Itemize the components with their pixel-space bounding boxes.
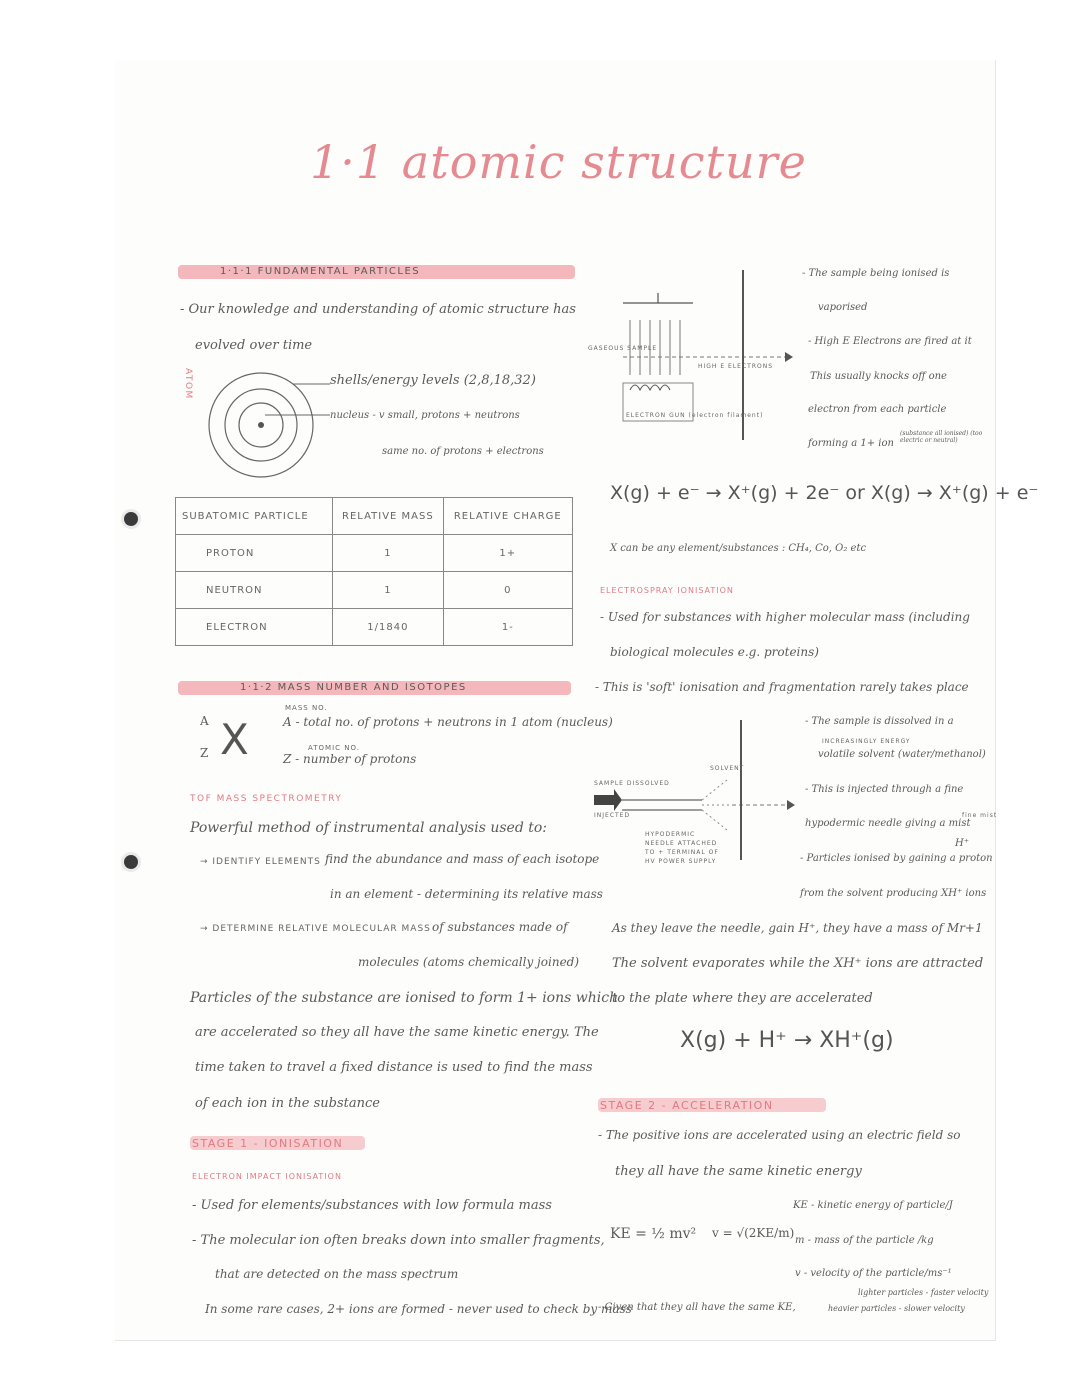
table-cell: 0 [443,572,572,609]
table-header: RELATIVE CHARGE [443,498,572,535]
stage1-text: - The molecular ion often breaks down into smaller fragments, [192,1233,605,1248]
table-header: RELATIVE MASS [333,498,443,535]
table-row [176,609,573,646]
table-cell: PROTON [176,535,333,572]
esi-note: - This is injected through a fine [805,784,964,795]
tof-bullet-label: → IDENTIFY ELEMENTS [200,857,321,867]
sample-caption: SAMPLE DISSOLVED [594,780,670,787]
esi-caption: INCREASINGLY ENERGY [822,738,911,745]
margin-label: ATOM [183,368,193,400]
esi-text: - Used for substances with higher molecular mass (including [600,610,970,624]
element-symbol: X [220,715,249,764]
atomic-no-caption: ATOMIC NO. [308,744,360,752]
ionisation-equation: X(g) + e⁻ → X⁺(g) + 2e⁻ or X(g) → X⁺(g) + e⁻ [610,482,1039,504]
injected-caption: INJECTED [594,812,631,819]
shells-label: shells/energy levels (2,8,18,32) [330,373,536,388]
tof-text: are accelerated so they all have the same kinetic energy. The [195,1025,599,1040]
table-cell: ELECTRON [176,609,333,646]
stage2-heading: STAGE 2 - ACCELERATION [600,1099,774,1112]
table-cell: 1 [333,535,443,572]
esi-text: The solvent evaporates while the XH⁺ ions are attracted [612,956,984,971]
tof-text: in an element - determining its relative mass [330,887,603,901]
tof-heading: TOF MASS SPECTROMETRY [190,794,343,804]
ei-note: This usually knocks off one [810,371,947,382]
table-row [176,535,573,572]
electron-impact-diagram [585,275,800,445]
esi-text: As they leave the needle, gain H⁺, they have a mass of Mr+1 [612,921,983,935]
intro-text: evolved over time [195,338,313,353]
beam-caption: HIGH E ELECTRONS [698,363,774,370]
ei-note: forming a 1+ ion [808,438,894,449]
mass-definition: m - mass of the particle /kg [795,1235,934,1246]
punch-hole [124,855,138,869]
ke-formula: KE = ½ mv² [610,1226,697,1242]
section-heading-111: 1·1·1 FUNDAMENTAL PARTICLES [220,266,421,277]
ei-note: - The sample being ionised is [802,268,950,279]
table-cell: 1 [333,572,443,609]
velocity-definition: v - velocity of the particle/ms⁻¹ [795,1268,952,1279]
collector-plate [740,720,742,860]
esi-note: from the solvent producing XH⁺ ions [800,888,987,899]
stage1-text: In some rare cases, 2+ ions are formed - never used to check by mass [205,1302,632,1316]
stage2-text: - Given that they all have the same KE, [598,1302,796,1313]
velocity-note: heavier particles - slower velocity [828,1304,965,1313]
atomic-number-symbol: Z [200,746,209,760]
stage2-text: - The positive ions are accelerated using an electric field so [598,1128,961,1142]
tof-text: of each ion in the substance [195,1096,380,1111]
nucleus-label: nucleus - v small, protons + neutrons [330,410,520,421]
fine-mist-caption: fine mist [962,812,998,819]
mass-no-caption: MASS NO. [285,704,328,712]
atomic-number-definition: Z - number of protons [283,752,417,766]
intro-text: - Our knowledge and understanding of atomic structure has [180,302,576,317]
table-cell: NEUTRON [176,572,333,609]
particle-table [175,497,573,646]
gun-caption: ELECTRON GUN (electron filament) [626,412,764,419]
esi-text: to the plate where they are accelerated [612,991,873,1006]
electrons-label: same no. of protons + electrons [382,446,544,457]
mass-number-definition: A - total no. of protons + neutrons in 1 atom (nucleus) [283,715,613,729]
table-cell: 1/1840 [333,609,443,646]
mass-number-symbol: A [200,714,209,728]
tof-text: of substances made of [432,920,568,934]
tof-text: find the abundance and mass of each isotope [325,852,600,866]
solvent-caption: SOLVENT [710,765,745,772]
tof-text: Powerful method of instrumental analysis used to: [190,820,548,836]
table-header: SUBATOMIC PARTICLE [176,498,333,535]
esi-text: - This is 'soft' ionisation and fragmentation rarely takes place [595,680,969,694]
needle-caption: HYPODERMIC NEEDLE ATTACHED TO + TERMINAL OF HV POWER SUPPLY [645,831,719,865]
tof-text: Particles of the substance are ionised to form 1+ ions which [190,990,619,1006]
punch-hole [124,512,138,526]
esi-note: volatile solvent (water/methanol) [818,749,986,760]
table-row [176,572,573,609]
hplus-label: H⁺ [955,838,969,849]
esi-note: - Particles ionised by gaining a proton [800,853,993,864]
ei-note: X can be any element/substances : CH₄, Co, O₂ etc [610,543,867,554]
tof-text: time taken to travel a fixed distance is used to find the mass [195,1060,593,1075]
stage2-text: they all have the same kinetic energy [615,1164,862,1179]
esi-note: hypodermic needle giving a mist [805,818,971,829]
ei-note: vaporised [818,302,868,313]
section-heading-112: 1·1·2 MASS NUMBER AND ISOTOPES [240,682,467,693]
esi-note: - The sample is dissolved in a [805,716,954,727]
esi-text: biological molecules e.g. proteins) [610,645,819,659]
atom-diagram [195,368,335,488]
ei-heading: ELECTRON IMPACT IONISATION [192,1172,342,1181]
ke-definition: KE - kinetic energy of particle/J [793,1200,953,1211]
ei-note: - High E Electrons are fired at it [808,336,972,347]
ei-note: electron from each particle [808,404,947,415]
sample-caption: GASEOUS SAMPLE [588,345,658,352]
electrospray-equation: X(g) + H⁺ → XH⁺(g) [680,1028,894,1053]
ei-side-note: (substance all ionised) (too electric or neutral) [900,430,983,444]
table-cell: 1+ [443,535,572,572]
esi-heading: ELECTROSPRAY IONISATION [600,586,734,595]
velocity-formula: v = √(2KE/m) [712,1226,795,1240]
stage1-heading: STAGE 1 - IONISATION [192,1137,344,1150]
stage1-text: that are detected on the mass spectrum [215,1267,459,1281]
stage1-text: - Used for elements/substances with low formula mass [192,1198,552,1213]
tof-text: molecules (atoms chemically joined) [358,955,580,969]
velocity-note: lighter particles - faster velocity [858,1288,989,1297]
tof-bullet-label: → DETERMINE RELATIVE MOLECULAR MASS [200,924,431,934]
page-title: 1·1 atomic structure [310,135,807,189]
table-cell: 1- [443,609,572,646]
